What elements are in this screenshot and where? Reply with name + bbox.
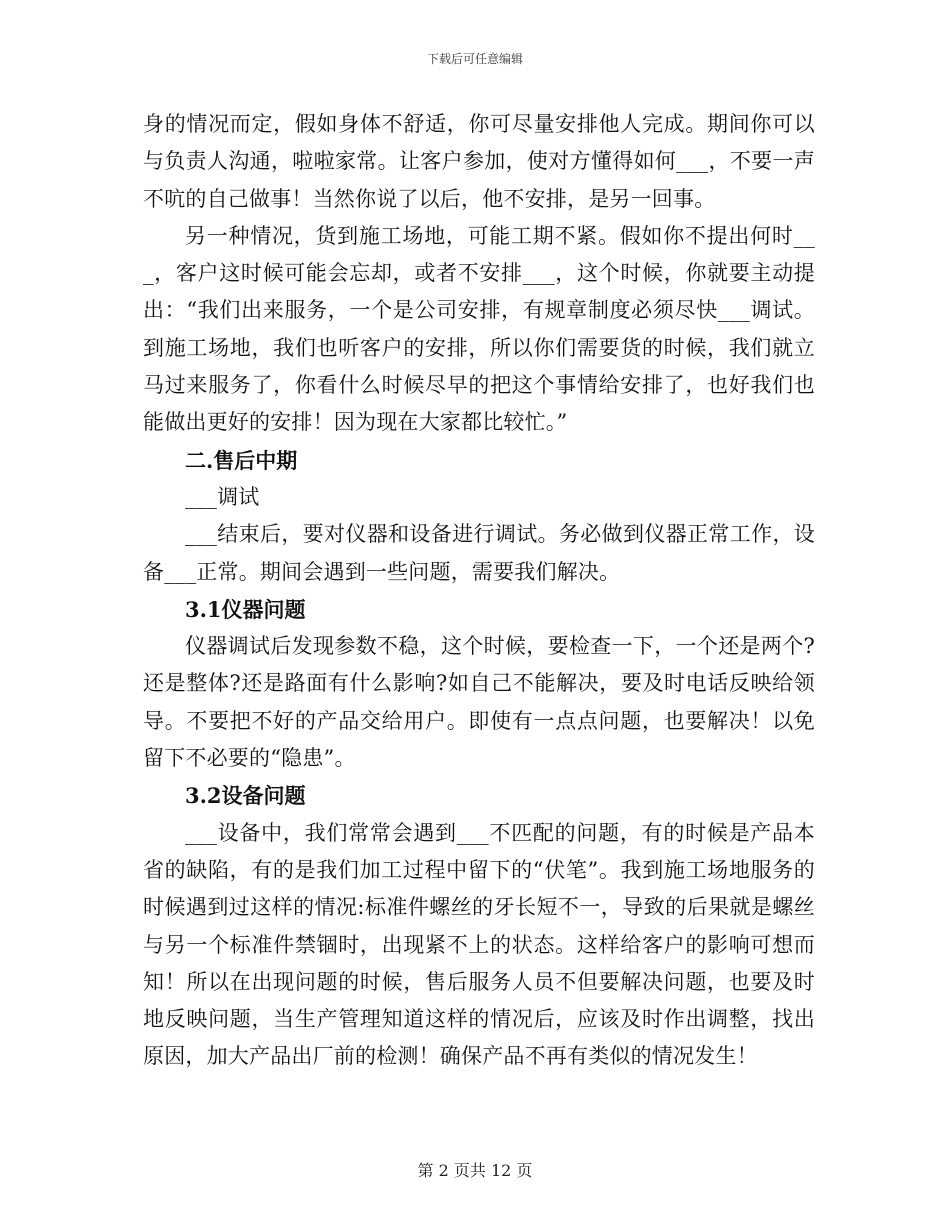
- paragraph-equipment: ___设备中，我们常常会遇到___不匹配的问题，有的时候是产品本省的缺陷，有的是我们加工过程中留下的“伏笔”。我到施工场地服务的时候遇到过这样的情况:标准件螺丝的牙长短不一，导致的后果就是螺丝与另一个标准件禁锢时，出现紧不上的状态。这样给客户的影响可想而知！所以在出现问题的时候，售后服务人员不但要解决问题，也要及时地反映问题，当生产管理知道这样的情况后，应该及时作出调整，找出原因，加大产品出厂前的检测！确保产品不再有类似的情况发生！: [143, 820, 815, 1069]
- section-heading-mid-term: 二.售后中期: [185, 447, 298, 473]
- paragraph-debug: ___结束后，要对仪器和设备进行调试。务必做到仪器正常工作，设备___正常。期间会遇到一些问题，需要我们解决。: [143, 522, 815, 584]
- subheading-debug: ___调试: [185, 484, 260, 509]
- page-footer: 第 2 页共 12 页: [417, 1161, 533, 1180]
- section-heading-instrument: 3.1仪器问题: [185, 596, 306, 622]
- paragraph-arrival: 另一种情况，货到施工场地，可能工期不紧。假如你不提出何时___，客户这时候可能会忘却，或者不安排___，这个时候，你就要主动提出：“我们出来服务，一个是公司安排，有规章制度必须尽快___调试。到施工场地，我们也听客户的安排，所以你们需要货的时候，我们就立马过来服务了，你看什么时候尽早的把这个事情给安排了，也好我们也能做出更好的安排！因为现在大家都比较忙。”: [143, 223, 815, 435]
- paragraph-instrument: 仪器调试后发现参数不稳，这个时候，要检查一下，一个还是两个?还是整体?还是路面有什么影响?如自己不能解决，要及时电话反映给领导。不要把不好的产品交给用户。即使有一点点问题，也要解决！以免留下不必要的“隐患”。: [143, 634, 815, 771]
- page-header: 下载后可任意编辑: [426, 52, 523, 66]
- paragraph-continued: 身的情况而定，假如身体不舒适，你可尽量安排他人完成。期间你可以与负责人沟通，啦啦家常。让客户参加，使对方懂得如何___，不要一声不吭的自己做事！当然你说了以后，他不安排，是另一回事。: [143, 112, 815, 211]
- document-body: [143, 106, 815, 1076]
- section-heading-equipment: 3.2设备问题: [185, 783, 306, 809]
